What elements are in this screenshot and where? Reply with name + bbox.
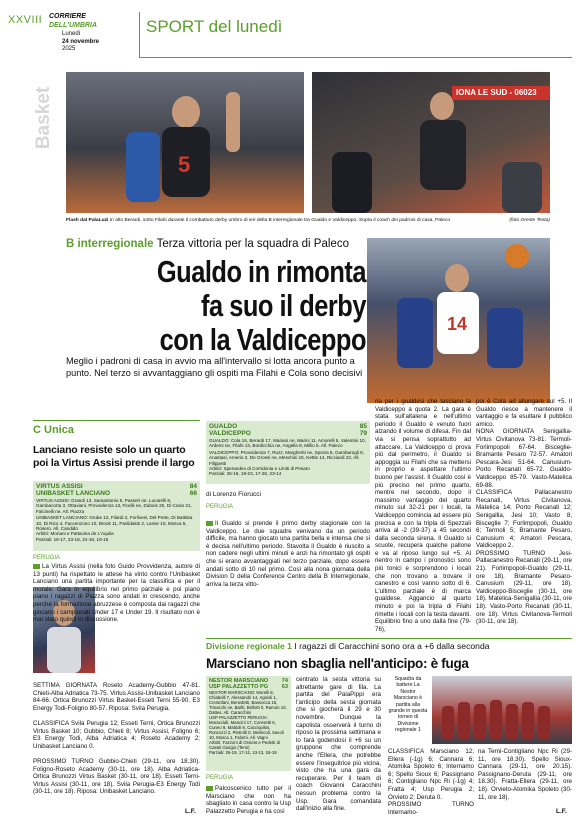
- regional-classifica: [388, 748, 474, 816]
- c-unica-arbitri: Arbitri: Moriani e Pattavina de L'Aquila: [36, 531, 114, 537]
- article-col-3-text: poi è Cola ad allungare sul +5. Il Gualdo riesce a mantenere il vantaggio e fa esultare il pubblico amico.: [476, 398, 572, 428]
- regional-col-right-text: na Terni-Contigliano Npc Ri (29-11, ore 18.30). Spello Sioux-Cannara (29-11, ore 20.15). Passignano-Deruta (29-11, ore 18.30). Fratta-Ellera (29-11, ore 18). Orvieto-Atomika Spoleto (30-11, ore 18).: [478, 748, 572, 801]
- regional-parziali: Parziali: 26-19, 17-12, 13-13, 18-19: [209, 750, 277, 755]
- c-unica-body-1-text: La Virtus Assisi (nella foto Guido Provvidenza, autore di 13 punti) ha rispettato le attese ha vinto contro l'Unibasket Lanciano una partita importante per la classifica e per il morale. Gara in equilibrio nel primo parziale e poi piano piano i ragazzi di Piazza sono andati in crescendo, anche perché la formazione abruzzese è composta dai ragazzi che giocano i campionati Under 17 e Under 19. Il risultato non è mai stato quindi in discussione.: [33, 563, 200, 624]
- page-number: XXVIII: [8, 14, 43, 26]
- header-divider: [139, 12, 140, 58]
- date-day: Lunedì: [62, 31, 81, 37]
- date-main: 24 novembre: [62, 38, 100, 45]
- main-subtitle: Meglio i padroni di casa in avvio ma all'intervallo si lotta ancora punto a punto. Nel terzo si avvantaggiano gli ospiti ma Filahi e Cola sono decisivi: [66, 356, 363, 378]
- main-headline: [120, 255, 366, 357]
- article-col-1: [206, 520, 370, 588]
- box-unibasket-lanciano: UNIBASKET LANCIANO: Grube 12, Filardi 2, Forlivesi, Del Prete, Di Battista 10, Di Rico 4, Faccenzono 10, Brook 11, Pavlidakis 2, Lamie 10, Mosca 5, Rosero. All. Candido: [36, 515, 193, 532]
- box-nestor-marsciano: NESTOR MARSCIANO: Morelli 8, Chiabelli 7, Alessandri 14, Agnioli 1, Crestofani, Benedetti, Bassocca 15, Trinacchi ne, Barlti, Bellotti 0, Ramon 10, Dattes. All. Caracchini: [209, 690, 287, 715]
- regional-signature: L.F.: [556, 808, 567, 815]
- regional-headline: Marsciano non sbaglia nell'anticipo: è fuga: [206, 656, 469, 671]
- logo-top: CORRIERE: [49, 13, 86, 20]
- regional-place: PERUGIA: [206, 775, 234, 781]
- box-virtus-assisi: VIRTUS ASSISI: Grandi 13, Santantonio 5, Passeri ne, Lucarelli 8, Gambacorta 3, Ottaviani, Provvidenza 13, Fiorilli ne, Dubois 20, Di Cosio 21, Falcinelli ne. All. Piazza: [36, 498, 192, 514]
- regional-scorebox: [206, 676, 291, 771]
- score-gualdo: 85: [359, 423, 367, 430]
- newspaper-logo: [49, 12, 97, 30]
- article-col-2-text: ria per i gualdesi che lasciano la Valdiceppo a quota 2. La gara è stata sull'altalena e nell'ultimo periodo il Gualdo è venuto fuori alzando il volume di difesa. Fin dal via si pensa soprattutto ad attaccare. La Valdiceppo ci prova più dal perimetro, il Gualdo si appoggia su Filahi che sa mettersi in proprio e aspettare l'ultimo buono per l'assist. Il Gualdo così è più preciso nel primo quarto, mentre nel secondo, dopo il massimo vantaggio del quarto minuto sul 32-21 per i locali, la Valdiceppo comincia ad essere più precisa e con la tripla di Spezzali arriva al -2 (39-37) a 45 secondi dalla seconda sirena. Il Gualdo si scuote, recupera qualche pallone e va al riposo lungo sul +5. Al rientro in campo i pronostici sono più tonici e sorprendono i locali che non trovano a trovare il canestro e così vanno sotto di 6. L'ultimo parziale è di marca gualdese. Aggancio al quarto minuto e poi la tripla di Filahi rimette i locali con la testa davanti. Equilibrio fino a uno dalla fine (79-76),: [375, 398, 471, 633]
- score-virtus-assisi: 84: [189, 483, 197, 490]
- date-year: 2025: [62, 46, 76, 52]
- section-title: SPORT del lunedì: [146, 17, 283, 36]
- kicker-rest: Terza vittoria per la squadra di Paleco: [156, 238, 349, 250]
- photo-berardi-shot: [66, 72, 304, 213]
- score-unibasket-lanciano: 66: [189, 490, 197, 497]
- photo-marsciano-team: [432, 676, 572, 744]
- score-nestor-marsciano: 74: [281, 678, 288, 684]
- regional-arbitri: Arbitri: Fazzoni di Orvieto e Pedetti di Castel Giorgio (Terni): [209, 740, 280, 750]
- c-unica-body-3-text: CLASSIFICA Svila Perugia 12; Esseti Terni, Ortica Brunozzi Virtus Basket 10; Gubbio, Chieti 8; Virtus Assisi, Foligno 6; E3 Energy Todi, Alba Adriatica 4; Roseto Academy 2; Unibasket Lanciano 0.: [33, 720, 200, 750]
- regional-kicker-bold: Divisione regionale 1: [206, 641, 292, 651]
- photo-filahi-action: [367, 238, 550, 403]
- svg-text:5: 5: [178, 152, 191, 177]
- players-action-icon: [367, 238, 550, 403]
- team-gualdo: GUALDO: [209, 423, 238, 430]
- box-usp-palazzetto: USP PALAZZETTO PERUGIA: Moracciali, Mancini 17, Coresetti 6, Cuneo 9, Mattioli 8, Cacciopilos, Roncozzi 2, Pietrolti 0, Melincoli, Savoli 10, Mosca 1, Falomi. All. Vagni: [209, 715, 284, 740]
- date-block: [62, 31, 99, 54]
- c-unica-signature: L.F.: [185, 808, 196, 815]
- c-unica-body-2-text: SETTIMA GIORNATA Roseto Academy-Gubbio 47-81. Chieti-Alba Adriatica 73-75. Virtus Assisi-Unibasket Lanciano 84-66. Ortica Brunozzi Virtus Basket-Esseti Terni 55-90. E3 Energy Todi-Foligno 80-57. Riposa: Svila Perugia.: [33, 682, 200, 712]
- regional-classifica-text: CLASSIFICA Marsciano 12; Ellera (-1g) 6; Cannara 6; Atomika Spoleto 6; Internamo 6; Spello Sioux 6; Passignano 6; Contigliano Npc Ri (-1g) 4; Fratta 4; Usp Perugia 2; Orvieto 2; Deruta 0.: [388, 748, 474, 801]
- c-unica-body-4-text: PROSSIMO TURNO Gubbio-Chieti (29-11, ore 18.30). Foligno-Roseto Academy (30-11, ore 18). Alba Adriatica-Ortica Brunozzi Virtus Basket (30-11, ore 18). Esseti Terni-Virtus Assisi (30-11, ore 18). Svila Perugia-E3 Energy Todi (30-11, ore 18). Riposa: Unibasket Lanciano.: [33, 758, 200, 796]
- headline-line-2: fa suo il derby: [201, 288, 366, 323]
- kicker-bold: B interregionale: [66, 238, 154, 250]
- c-unica-rule: [33, 420, 200, 421]
- team-group-icon: [432, 676, 572, 744]
- c-unica-headline: Lanciano resiste solo un quarto poi la Virtus Assisi prende il largo: [33, 444, 195, 469]
- article-col-3: [476, 398, 572, 638]
- regional-rule: [206, 638, 572, 639]
- gualdo-arbitri: Arbitri: Sperandeo di Corridonia e Limiti di Pesaro: [209, 466, 310, 472]
- sidebar-basket-text: Basket: [33, 86, 55, 150]
- team-valdiceppo: VALDICEPPO: [209, 430, 251, 437]
- article-place: PERUGIA: [206, 504, 234, 510]
- article-byline: di Lorenzo Fiorucci: [206, 491, 261, 498]
- score-usp-palazzetto: 63: [281, 684, 288, 690]
- regional-caption-text: Squadra da battere La Nestor Marsciano è partita alla grande in questa torneo di Divisione regionale 1: [388, 676, 428, 734]
- box-gualdo: GUALDO: Cola 16, Berardi 17, Mariani ne, Marini 11, Amorelli 5, Valentini 10, Ardemi ne, Filahi 13, Bordicchia ne, Angella 8, Millio 5. All. Paleco: [209, 438, 366, 449]
- regional-kicker-rest: I ragazzi di Caracchini sono ora a +6 dalla seconda: [294, 641, 490, 651]
- article-col-3-b: NONA GIORNATA Senigallia-Virtus Civitanova 73-81. Termoli-Forlimpopoli 67-64. Bisceglie-Bramante Pesaro 72-57. Amatori Pescara-Jesi 51-64. Canusium-Porto Recanati 65-72. Gualdo-Valdiceppo 85-79. Vasto-Matelica 69-88.: [476, 428, 572, 489]
- regional-prossimo-text: PROSSIMO TURNO Internamo-: [388, 801, 474, 816]
- article-col-3-c: CLASSIFICA Pallacanestro Recanati, Virtus Civitanova, Matelica 14; Porto Recanati 12; Senigallia, Jesi 10; Vasto 8; Bisceglie 7; Forlimpopoli, Gualdo 6; Termoli 5; Bramante Pesaro, Canusium 4; Amatori Pescara, Valdiceppo 2.: [476, 489, 572, 550]
- team-virtus-assisi: VIRTUS ASSISI: [36, 483, 83, 490]
- sidebar-basket-label: [33, 88, 55, 148]
- logo-bottom: DELL'UMBRIA: [49, 22, 97, 29]
- team-unibasket-lanciano: UNIBASKET LANCIANO: [36, 490, 111, 497]
- c-unica-body-4: [33, 758, 200, 796]
- arena-banner: [452, 86, 550, 100]
- gualdo-scorebox: [206, 421, 370, 484]
- regional-body-2-text: centrato la sesta vittoria su altrettante gare di fila. La partita del PalaPippi era l'anticipo della sesta giornata che si giocherà il 29 e 30 novembre. Dunque la capolista osserverà il turno di riposo la prossima settimana e lo farà godendosi il +6 su un gruppone che comprende anche l'Ellera, che potrebbe essere l'inseguitrice più vicina, visto che ha una gara da recuperare. Per il team di coach Giovanni Caracchini nessun problema contro la Usp. Gara comandata dall'inizio alla fine.: [296, 676, 381, 813]
- regional-body-2: [296, 676, 381, 834]
- article-col-3-d: PROSSIMO TURNO Jesi-Pallacanestro Recanati (29-11, ore 21). Forlimpopoli-Gualdo (29-11, ore 18). Bramante Pesaro-Canusium (29-11, ore 18). Valdiceppo-Bisceglie (30-11, ore 18). Matelica-Senigallia (30-11, ore 18). Vasto-Porto Recanati (30-11, ore 18). Virtus Civitanova-Termoli (30-11, ore 18).: [476, 549, 572, 626]
- gualdo-parziali: Parziali: 26-16, 19-23, 17-26, 23-14: [209, 471, 282, 477]
- photo-coach-paleco: [312, 72, 550, 213]
- regional-kicker: [206, 641, 490, 651]
- c-unica-body-2: [33, 682, 200, 712]
- c-unica-place: PERUGIA: [33, 555, 61, 561]
- player-silhouette-icon: [66, 72, 304, 213]
- headline-line-3: con la Valdiceppo: [159, 322, 366, 357]
- photo-credit: (foto Oreste Testa): [509, 218, 550, 223]
- main-kicker: [66, 238, 349, 250]
- score-valdiceppo: 79: [359, 430, 367, 437]
- arena-banner-text: IONA LE SUD - 06023: [456, 88, 537, 97]
- article-col-1-text: Il Gualdo si prende il primo derby stagionale con la Valdiceppo. Le due squadre venivano da un periodo difficile, ma hanno giocato una partita bella e intensa che si è decisa nell'ultimo periodo. Stavolta il Gualdo è riuscito a non cadere negli ultimi minuti e anzi ha rimontato gli ospiti che si erano avvantaggiati nel terzo parziale, dopo essere andati sotto di 10 nel primo. Così alla nona giornata della Division D della Conference Centro della B Interregionale, arriva la terza vitto-: [206, 520, 370, 588]
- article-col-2: [375, 398, 471, 638]
- box-valdiceppo: VALDICEPPO: Provvidenza 7, Ruzz, Margheriti ne, Spezia 5, Gambarogli 8, Anastasi, Amerio 2, De Grossi ne, Meschini 15, Kettle 14, Ricciardi 22, All. Filippetti: [209, 449, 364, 466]
- svg-text:14: 14: [447, 314, 468, 334]
- c-unica-scorebox: [33, 481, 200, 551]
- regional-col-right: [478, 748, 572, 801]
- c-unica-body-3: [33, 720, 200, 750]
- regional-body-1-text: Palcoscenico tutto per il Marsciano che non ha sbagliato in casa contro la Usp Palazzetto Perugia e ha così: [206, 785, 291, 815]
- top-photo-caption: [66, 218, 550, 224]
- team-usp-palazzetto: USP PALAZZETTO PG: [209, 684, 269, 690]
- caption-bold: Flash dal PalaLuzi: [66, 218, 109, 223]
- c-unica-section: C Unica: [33, 424, 74, 436]
- team-nestor-marsciano: NESTOR MARSCIANO: [209, 678, 269, 684]
- c-unica-body-1: [33, 563, 200, 681]
- regional-photo-caption: [388, 676, 428, 734]
- header-rule: [140, 57, 572, 58]
- regional-body-1: [206, 785, 291, 815]
- caption-text: In alto Berardi, sotto Filahi durante il combattuto derby umbro di ieri della B interregionale tra Gualdo e Valdiceppo. Sopra il coach dei padroni di casa, Paleco: [109, 218, 451, 223]
- headline-line-1: Gualdo in rimonta: [156, 254, 366, 289]
- c-unica-parziali: Parziali: 18-17, 23-18, 24-16, 19-15: [36, 536, 109, 542]
